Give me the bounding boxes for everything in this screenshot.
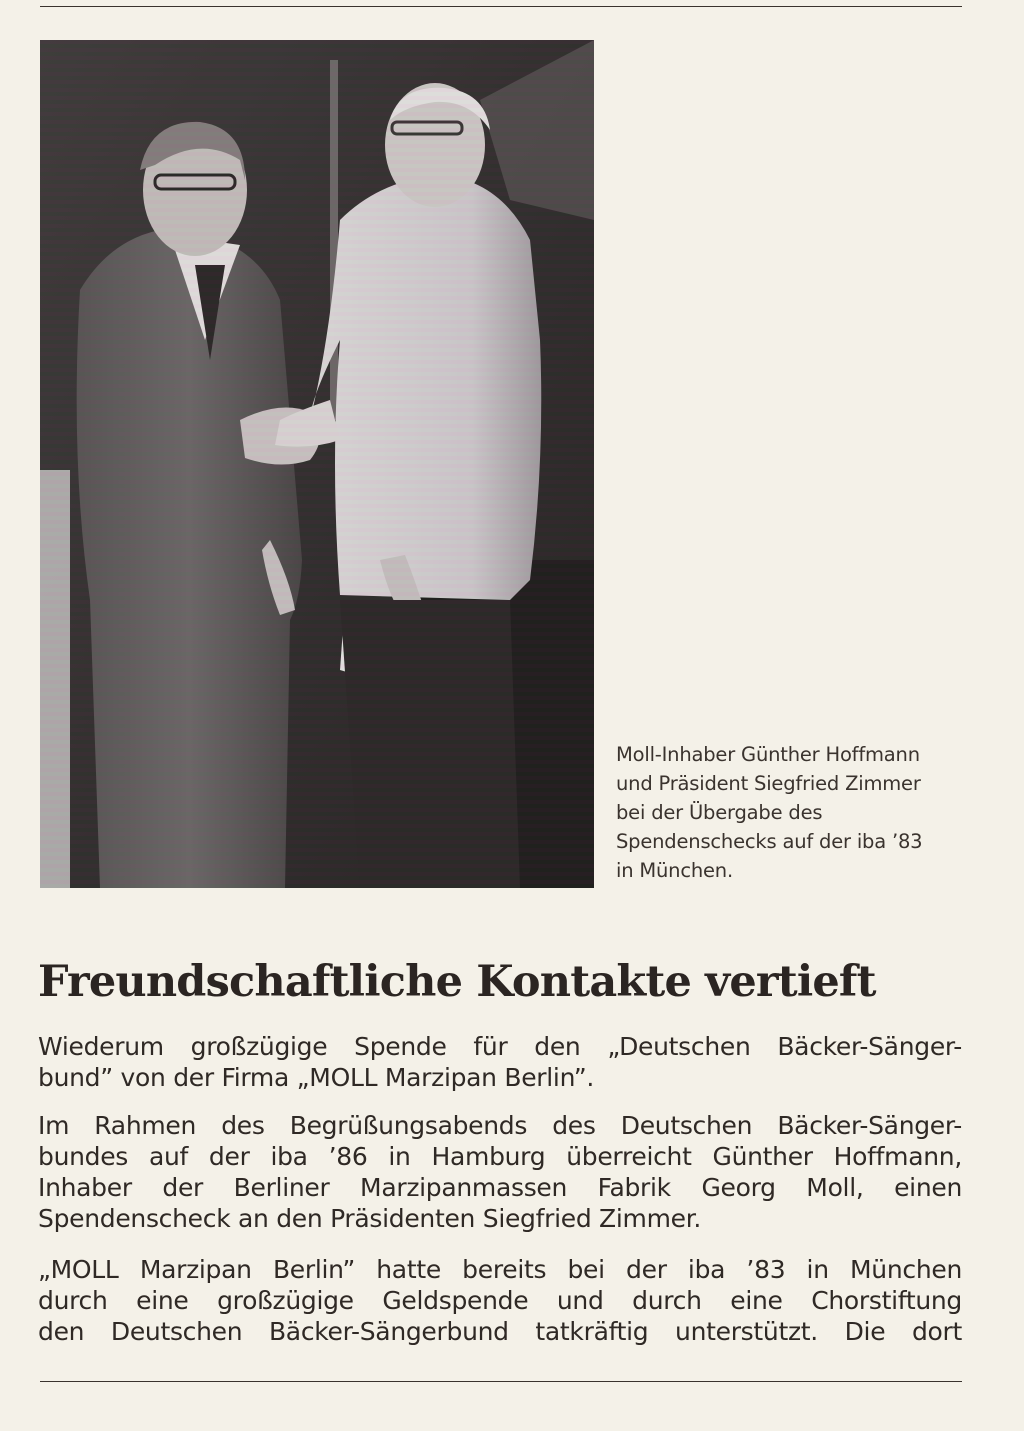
- top-rule: [40, 6, 962, 7]
- photo-caption: [616, 740, 986, 885]
- paragraph-line: den Deutschen Bäcker-Sängerbund tatkräftig unterstützt. Die dort: [38, 1317, 962, 1346]
- paragraph-history: [38, 1254, 962, 1347]
- paragraph-line: durch eine großzügige Geldspende und durch eine Chorstiftung: [38, 1286, 962, 1315]
- paragraph-line: Wiederum großzügige Spende für den „Deutschen Bäcker-Sänger-: [38, 1032, 962, 1061]
- paragraph-line: Im Rahmen des Begrüßungsabends des Deutschen Bäcker-Sänger-: [38, 1111, 962, 1140]
- caption-line: Moll-Inhaber Günther Hoffmann: [616, 743, 920, 766]
- caption-line: und Präsident Siegfried Zimmer: [616, 772, 921, 795]
- paragraph-line: „MOLL Marzipan Berlin” hatte bereits bei der iba ’83 in München: [38, 1255, 962, 1284]
- paragraph-event: [38, 1110, 962, 1234]
- article-headline: Freundschaftliche Kontakte vertieft: [38, 957, 876, 1007]
- photo-handshake: [40, 40, 594, 888]
- paragraph-intro: [38, 1031, 962, 1093]
- paragraph-line: Spendenscheck an den Präsidenten Siegfried Zimmer.: [38, 1204, 702, 1233]
- caption-line: bei der Übergabe des: [616, 801, 823, 824]
- paragraph-line: Inhaber der Berliner Marzipanmassen Fabrik Georg Moll, einen: [38, 1173, 962, 1202]
- paragraph-line: bundes auf der iba ’86 in Hamburg überreicht Günther Hoffmann,: [38, 1142, 962, 1171]
- bottom-rule: [40, 1381, 962, 1382]
- paragraph-line: bund” von der Firma „MOLL Marzipan Berlin”.: [38, 1063, 595, 1092]
- caption-line: in München.: [616, 859, 733, 882]
- photo-handshake-icon: [40, 40, 594, 888]
- caption-line: Spendenschecks auf der iba ’83: [616, 830, 923, 853]
